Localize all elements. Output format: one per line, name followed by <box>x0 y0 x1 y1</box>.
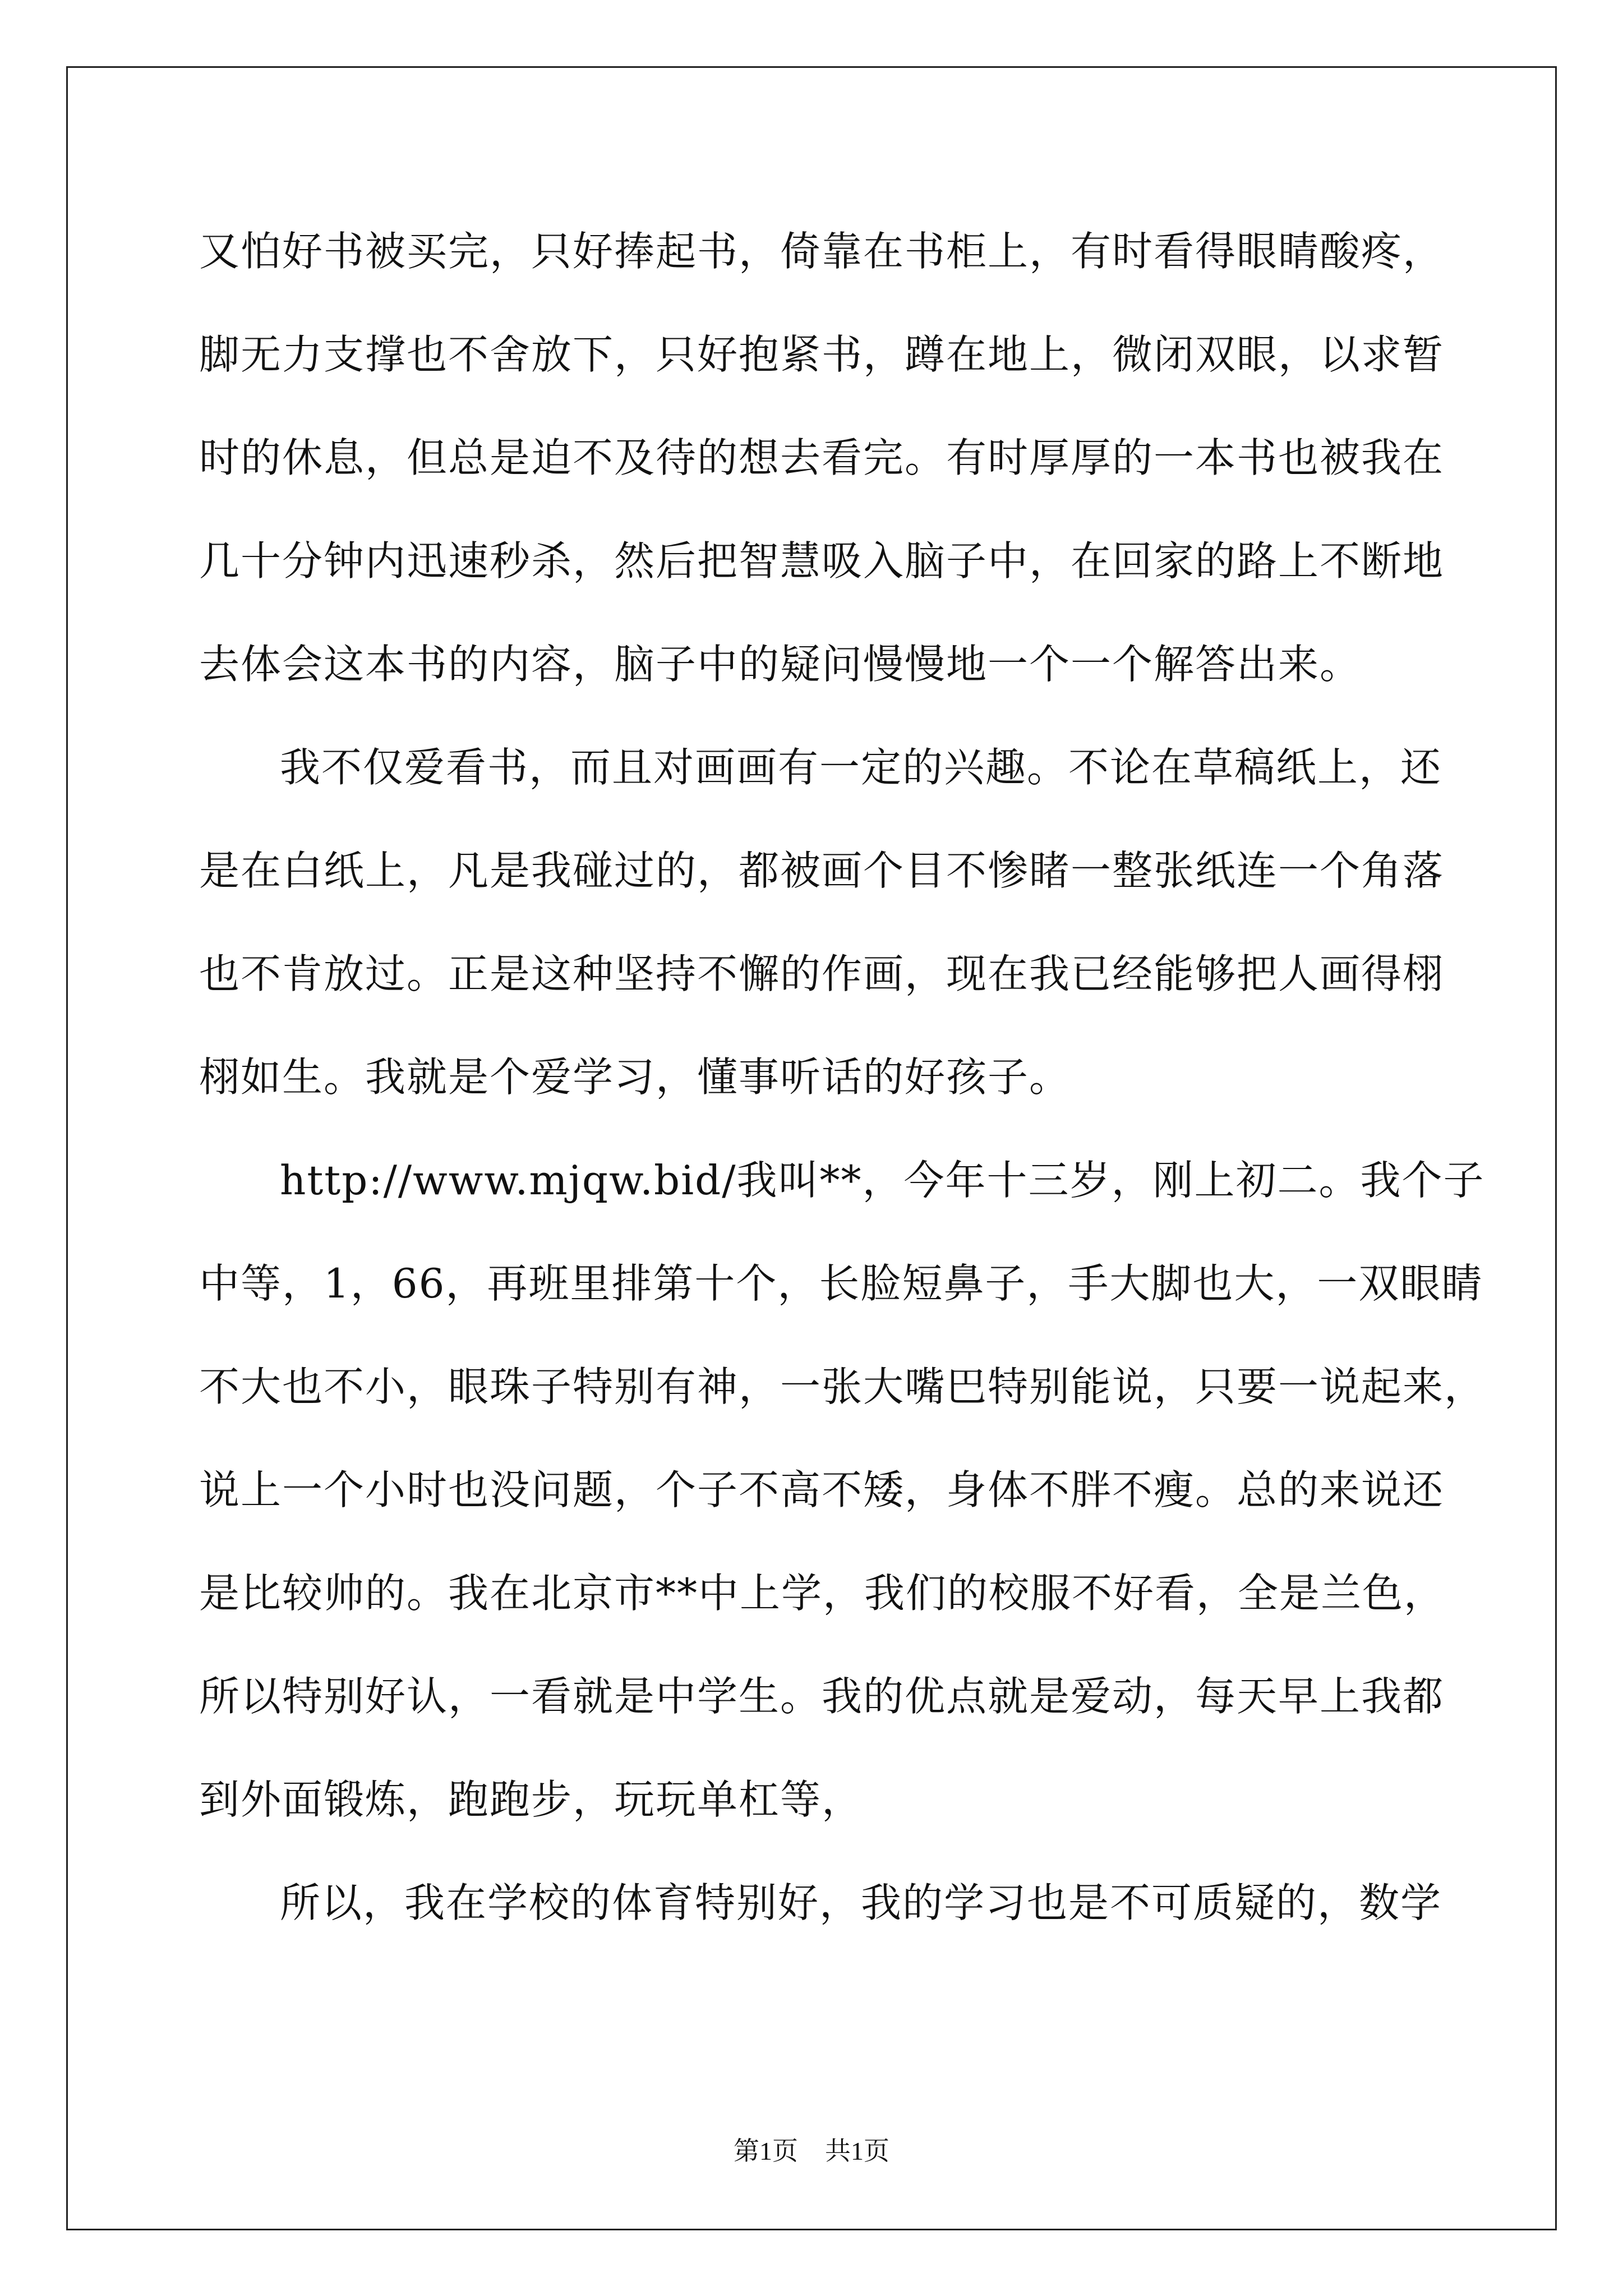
text-line: 是比较帅的。我在北京市**中上学，我们的校服不好看，全是兰色， <box>199 1570 1446 1617</box>
text-line: 脚无力支撑也不舍放下，只好抱紧书，蹲在地上，微闭双眼，以求暂 <box>199 331 1445 378</box>
text-line: 栩如生。我就是个爱学习，懂事听话的好孩子。 <box>199 1053 1071 1101</box>
page-number: 第1页 <box>734 2137 798 2165</box>
text-line: 时的休息，但总是迫不及待的想去看完。有时厚厚的一本书也被我在 <box>199 434 1445 481</box>
text-line: 所以特别好认，一看就是中学生。我的优点就是爱动，每天早上我都 <box>199 1673 1445 1720</box>
text-line: 到外面锻炼，跑跑步，玩玩单杠等， <box>199 1776 864 1823</box>
paragraph-start-line: 我不仅爱看书，而且对画画有一定的兴趣。不论在草稿纸上，还 <box>280 744 1442 791</box>
document-body <box>199 220 1486 1975</box>
page-total: 共1页 <box>825 2137 889 2165</box>
paragraph-start-line: 所以，我在学校的体育特别好，我的学习也是不可质疑的，数学 <box>280 1879 1442 1926</box>
text-line: 中等，1，66，再班里排第十个，长脸短鼻子，手大脚也大，一双眼睛 <box>199 1260 1483 1307</box>
text-line: 几十分钟内迅速秒杀，然后把智慧吸入脑子中，在回家的路上不断地 <box>199 537 1445 585</box>
page-footer <box>0 2131 1623 2168</box>
paragraph-start-line: http://www.mjqw.bid/我叫**，今年十三岁，刚上初二。我个子 <box>280 1157 1485 1204</box>
text-line: 不大也不小，眼珠子特别有神，一张大嘴巴特别能说，只要一说起来， <box>199 1363 1486 1410</box>
text-line: 也不肯放过。正是这种坚持不懈的作画，现在我已经能够把人画得栩 <box>199 950 1445 997</box>
text-line: 又怕好书被买完，只好捧起书，倚靠在书柜上，有时看得眼睛酸疼， <box>199 228 1445 275</box>
text-line: 去体会这本书的内容，脑子中的疑问慢慢地一个一个解答出来。 <box>199 641 1362 688</box>
text-line: 是在白纸上，凡是我碰过的，都被画个目不惨睹一整张纸连一个角落 <box>199 847 1445 894</box>
text-line: 说上一个小时也没问题，个子不高不矮，身体不胖不瘦。总的来说还 <box>199 1466 1445 1513</box>
